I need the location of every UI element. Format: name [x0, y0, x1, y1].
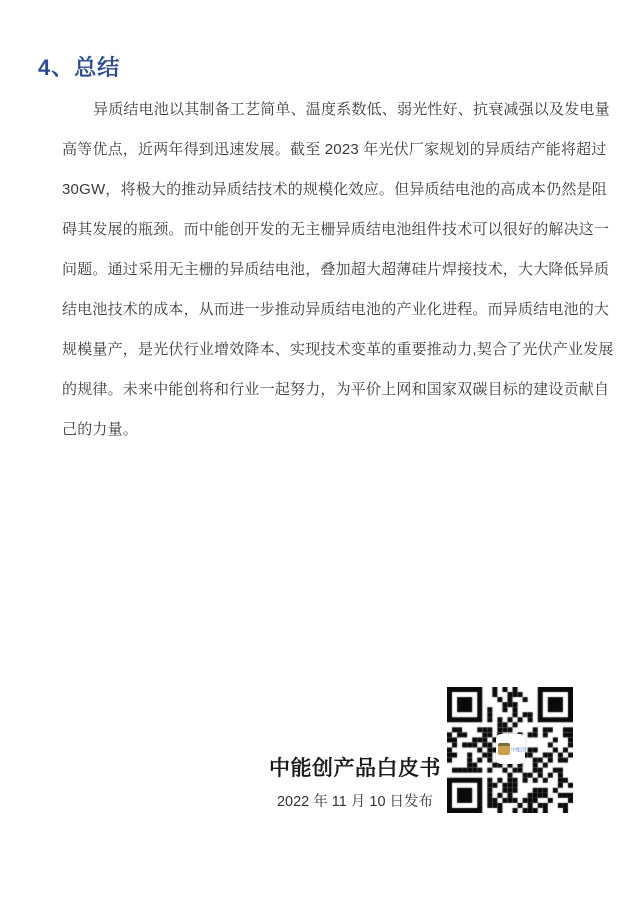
qr-center-logo: [496, 734, 525, 764]
qr-logo-label: 中能创: [511, 746, 526, 753]
paragraph-line: 问题。通过采用无主栅的异质结电池，叠加超大超薄硅片焊接技术，大大降低异质: [62, 261, 610, 278]
paragraph-line: 高等优点，近两年得到迅速发展。截至 2023 年光伏厂家规划的异质结产能将超过: [62, 141, 607, 158]
paragraph-line: 己的力量。: [62, 421, 139, 438]
footer-textblock: [240, 755, 470, 812]
paragraph-line: 的规律。未来中能创将和行业一起努力，为平价上网和国家双碳目标的建设贡献自: [62, 381, 610, 398]
paragraph-line: 规模量产，是光伏行业增效降本、实现技术变革的重要推动力,契合了光伏产业发展: [62, 341, 614, 358]
paragraph-line: 碍其发展的瓶颈。而中能创开发的无主栅异质结电池组件技术可以很好的解决这一: [62, 221, 610, 238]
paragraph-line: 结电池技术的成本，从而进一步推动异质结电池的产业化进程。而异质结电池的大: [62, 301, 610, 318]
paragraph-line: 异质结电池以其制备工艺简单、温度系数低、弱光性好、抗衰减强以及发电量: [93, 101, 610, 118]
footer-title: 中能创产品白皮书: [269, 757, 441, 780]
qr-code: [447, 687, 573, 813]
section-heading: 4、总结: [38, 55, 121, 80]
company-logo-icon: [498, 743, 510, 755]
footer-publish-date: 2022 年 11 月 10 日发布: [276, 794, 434, 810]
paragraph-line: 30GW，将极大的推动异质结技术的规模化效应。但异质结电池的高成本仍然是阻: [62, 181, 607, 198]
body-paragraph: [62, 90, 614, 450]
